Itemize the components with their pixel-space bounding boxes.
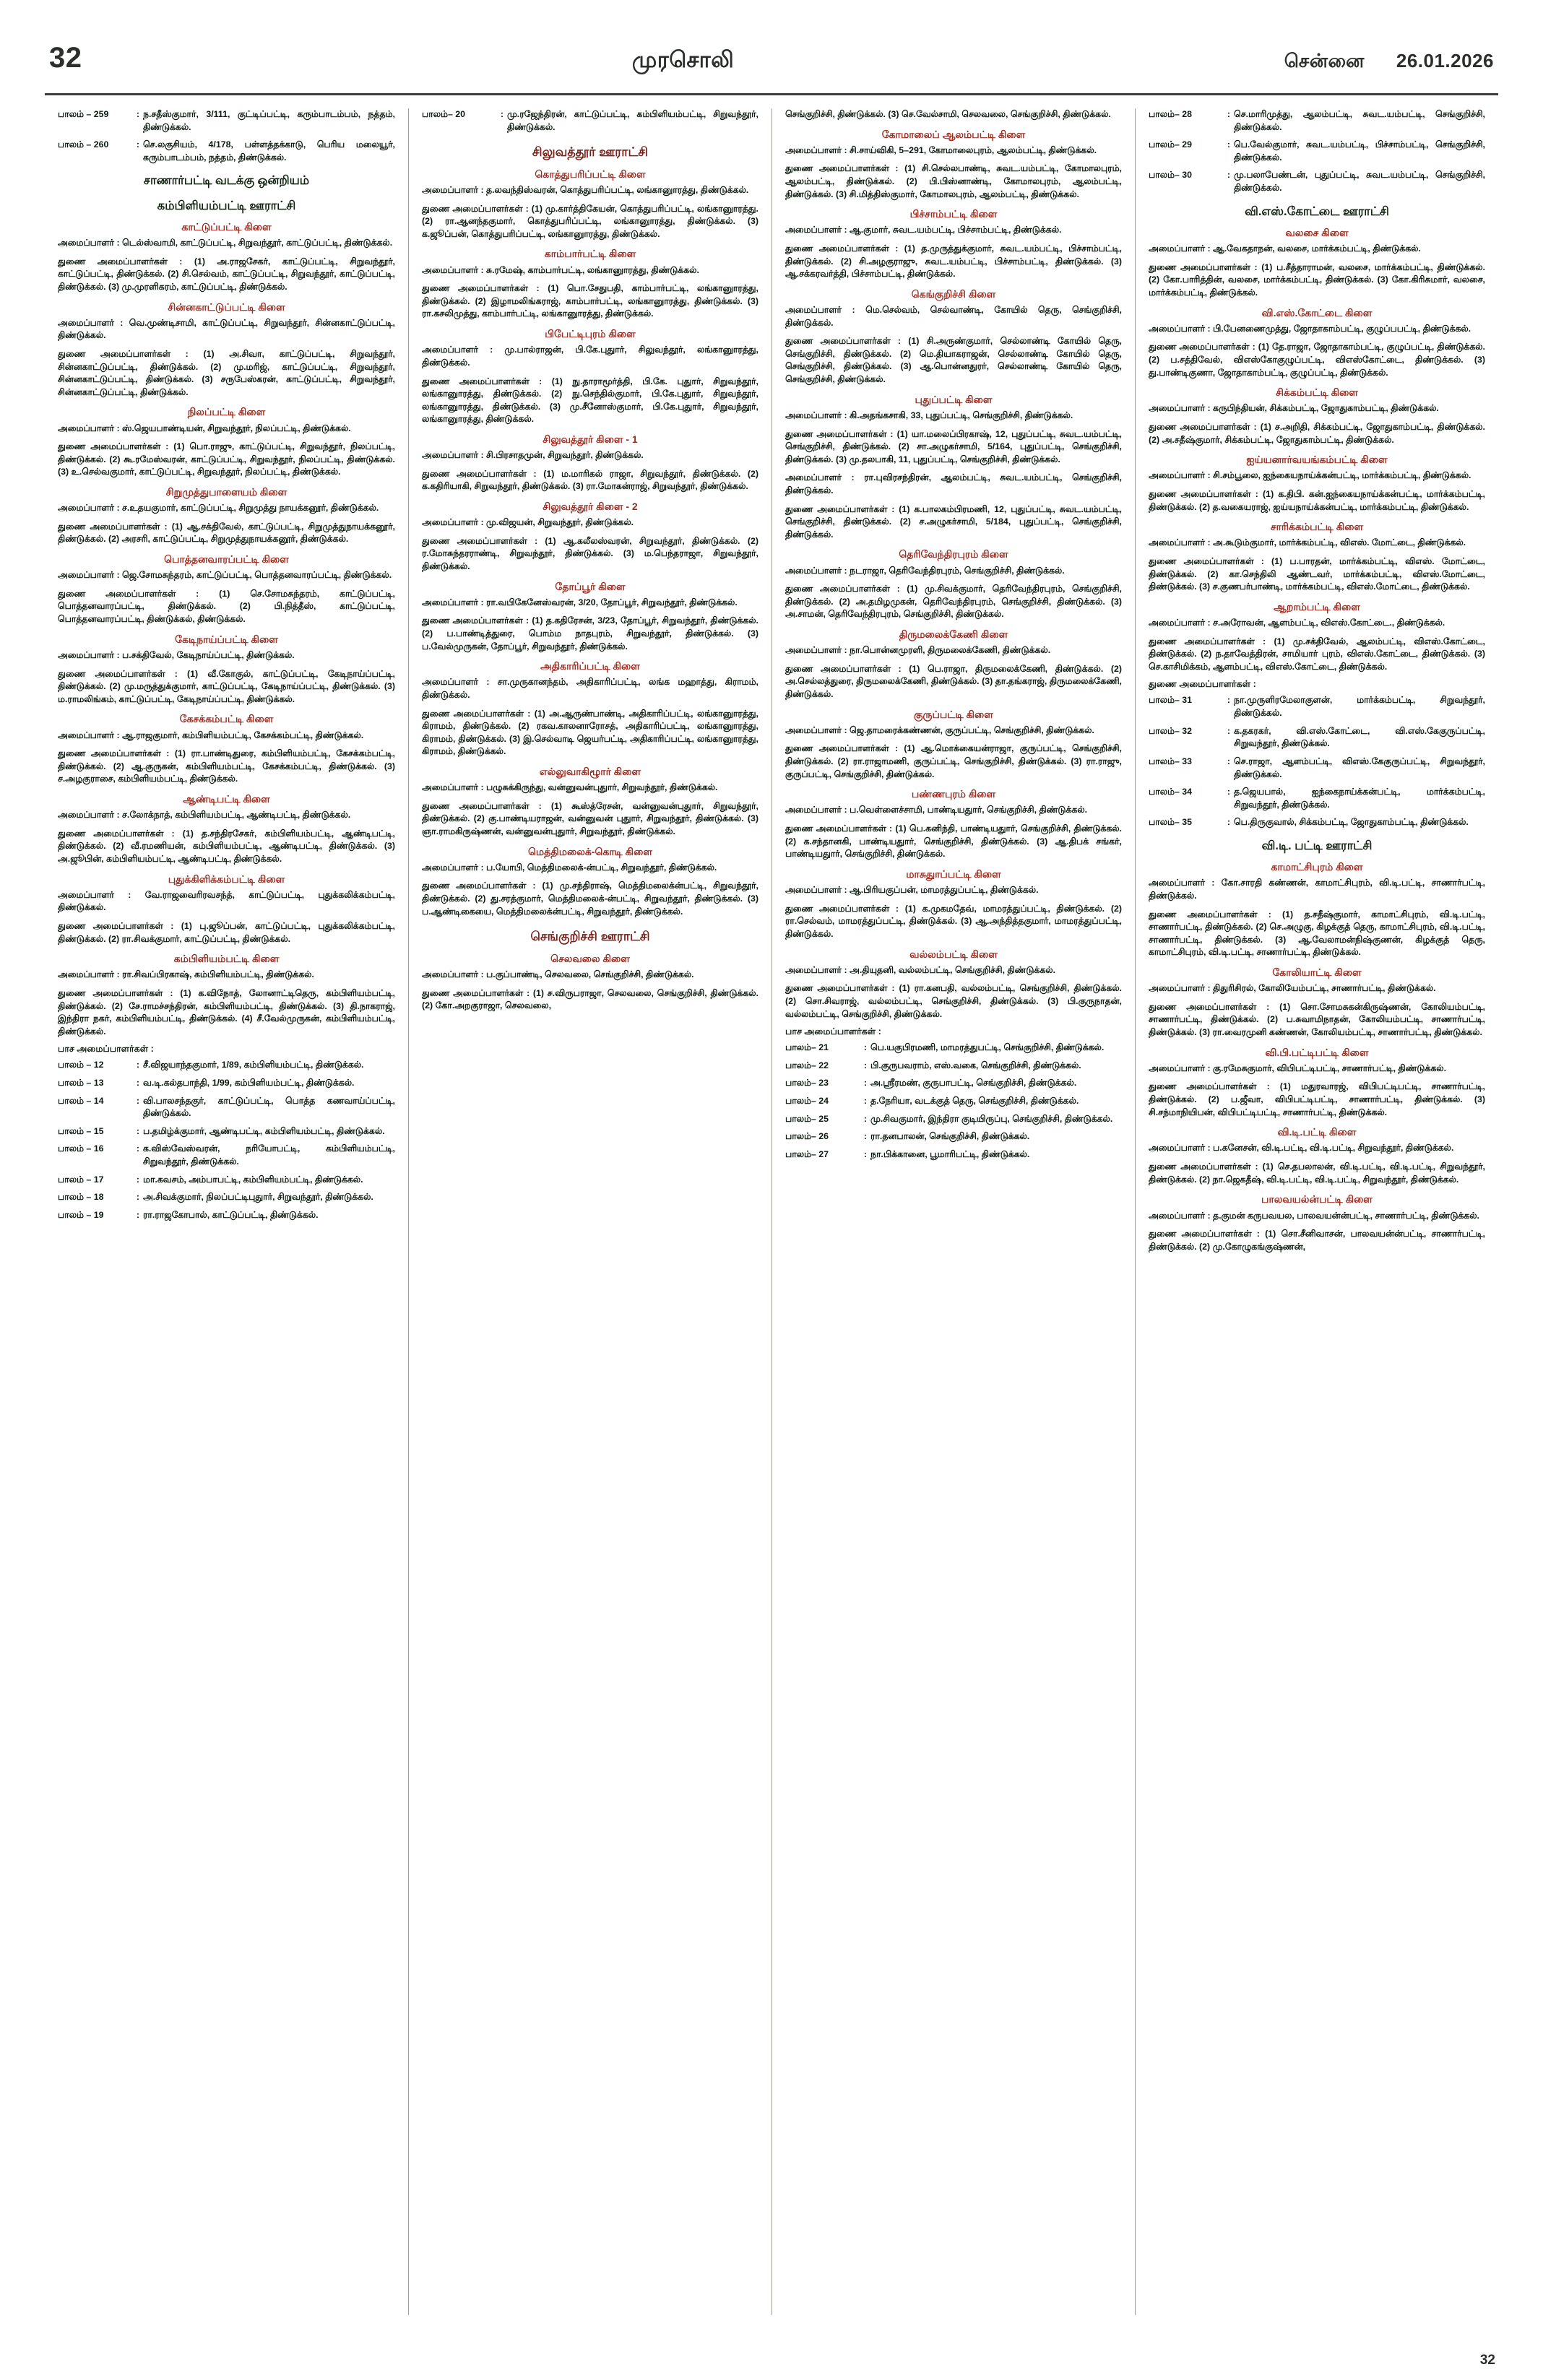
body-paragraph: துணை அமைப்பாளர்கள் : (1) வீ.கோகுல், காட்டுப்பட்டி, கேடிநாய்ப்பட்டி, திண்டுக்கல். (2) மு.மருத்துக்குமார், காட்டுப்பட்டி, கேடிநாய்ப்பட்டி, திண்டுக்கல். (3) ம.ராமலிங்கம், காட்டுப்பட்டி, கேடிநாய்ப்பட்டி, திண்டுக்கல். xyxy=(58,668,395,704)
branch-heading: புதுக்கிளிக்கம்பட்டி கிளை xyxy=(168,873,285,885)
numbered-entry xyxy=(1149,786,1485,811)
branch-heading: மெத்திமலைக்-கொடி கிளை xyxy=(527,845,653,857)
column-1 xyxy=(45,108,408,2315)
branch-heading: செலவலை கிளை xyxy=(550,952,630,964)
branch-heading: கோலியாட்டி கிளை xyxy=(1272,966,1362,979)
body-paragraph: துணை அமைப்பாளர்கள் : (1) ரா.பாண்டிதுரை, கம்பிளியம்பட்டி, கேசக்கம்பட்டி, திண்டுக்கல். (2) ஆ.குருகன், கம்பிளியம்பட்டி, கேசக்கம்பட்டி, திண்டுக்கல். (3) ச.அழகுராசை, கம்பிளியம்பட்டி, திண்டுக்கல். xyxy=(58,748,395,784)
numbered-entry xyxy=(1149,694,1485,719)
body-paragraph: துணை அமைப்பாளர்கள் : (1) பெ.கனிந்தி, பாண்டியதுார், செங்குறிச்சி, திண்டுக்கல். (2) க.சந்தானகி, பாண்டியதுார், செங்குறிச்சி, திண்டுக்கல். (3) ஆ.திபக் சங்கர், பாண்டியதுார், செங்குறிச்சி, திண்டுக்கல். xyxy=(785,823,1122,860)
entry-text: ந.சதீஸ்குமார், 3/111, குட்டிப்பட்டி, கரும்பாடம்பம், நத்தம், திண்டுக்கல். xyxy=(143,109,395,132)
branch-heading: சிலுவத்தூர் கிளை - 2 xyxy=(543,500,638,512)
branch-heading: எல்லுவாகிழூார் கிளை xyxy=(539,766,641,778)
body-paragraph: அமைப்பாளர் : ஆ.பிரியகுப்பன், மாமரத்துப்பட்டி, திண்டுக்கல். xyxy=(785,885,1039,896)
branch-heading: திருமலைக்கேணி கிளை xyxy=(899,628,1008,640)
body-paragraph: துணை அமைப்பாளர்கள் : (1) ஆ.கலீலஸ்வரன், சிறுவந்தூர், திண்டுக்கல். (2) ர.மோசுந்தரராண்டி, சிறுவந்தூர், திண்டுக்கல். (3) ம.பெந்தராஜா, சிறுவந்தூர், திண்டுக்கல். xyxy=(422,535,758,571)
entry-text: க.விஸ்வேஸ்வரன், நரியோபட்டி, கம்பிளியம்பட்டி, சிறுவந்தூர், திண்டுக்கல். xyxy=(143,1143,395,1167)
entry-number: பாலம்– 25 xyxy=(785,1113,829,1124)
union-heading: கம்பிளியம்பட்டி ஊராட்சி xyxy=(157,199,296,212)
numbered-entry xyxy=(785,1130,1122,1143)
entry-number: பாலம்– 33 xyxy=(1149,756,1193,766)
body-paragraph: அமைப்பாளர் : ப.வெள்ளைச்சாமி, பாண்டியதுார், செங்குறிச்சி, திண்டுக்கல். xyxy=(785,805,1088,815)
body-paragraph: அமைப்பாளர் : த.குமன் கருபவயல, பாலவயன்ன்பட்டி, சாணார்பட்டி, திண்டுக்கல். xyxy=(1149,1210,1479,1221)
branch-heading: காமாட்சிபுரம் கிளை xyxy=(1271,861,1363,873)
numbered-entry xyxy=(58,139,395,164)
body-paragraph: அமைப்பாளர் : பழுசுக்கிருந்து, வன்னுவன்புதுார், சிறுவந்தூர், திண்டுக்கல். xyxy=(422,782,718,793)
entry-separator: : xyxy=(136,109,140,119)
entry-text: நா.முருளிரமேலாகுளன், மார்க்கம்பட்டி, சிறுவந்தூர், திண்டுக்கல். xyxy=(1234,695,1485,719)
section-label: துணை அமைப்பாளர்கள் : xyxy=(1149,679,1256,690)
entry-text: பெ.யகுபிரமணி, மாமரத்துபட்டி, செங்குறிச்சி, திண்டுக்கல். xyxy=(870,1042,1105,1053)
body-paragraph: அமைப்பாளர் : ச.லோக்நாத், கம்பிளியம்பட்டி, ஆண்டிபட்டி, திண்டுக்கல். xyxy=(58,810,351,821)
body-paragraph: அமைப்பாளர் : ப.குப்பாண்டி, செலவலை, செங்குறிச்சி, திண்டுக்கல். xyxy=(422,969,694,980)
body-paragraph: அமைப்பாளர் : வே.ராஜவைரிரவசந்த், காட்டுப்பட்டி, புதுக்கலிக்கம்பட்டி, திண்டுக்கல். xyxy=(58,889,395,913)
body-paragraph: அமைப்பாளர் : ரா.வபிகேனேஸ்வரன், 3/20, தோப்பூர், சிறுவந்தூர், திண்டுக்கல். xyxy=(422,597,738,607)
entry-number: பாலம்– 27 xyxy=(785,1148,829,1159)
body-paragraph: துணை அமைப்பாளர்கள் : (1) த.கதிரேசன், 3/23, தோப்பூர், சிறுவந்தூர், திண்டுக்கல். (2) ப.பாண்டித்துரை, பொம்ம நாதபுரம், சிறுவந்தூர், திண்டுக்கல். (3) ப.வேல்முருகன், தோப்பூர், சிறுவந்தூர், திண்டுக்கல். xyxy=(422,615,758,652)
numbered-entry xyxy=(58,108,395,134)
branch-heading: மாசுதுாப்பட்டி கிளை xyxy=(906,867,1001,880)
body-paragraph: துணை அமைப்பாளர்கள் : (1) மு.சிவக்குமார், தெரிவேந்திரபுரம், செங்குறிச்சி, திண்டுக்கல். (2) அ.தமிழமுகன், தெரிவேந்திரபுரம், செங்குறிச்சி, திண்டுக்கல். (3) அ.சாமன், தெரிவேந்திரபுரம், செங்குறிச்சி, திண்டுக்கல். xyxy=(785,584,1122,620)
body-paragraph: அமைப்பாளர் : ஸ்.ஜெயபாண்டியன், சிறுவந்தூர், நிலப்பட்டி, திண்டுக்கல். xyxy=(58,423,351,433)
body-paragraph: துணை அமைப்பாளர்கள் : (1) செ.தபலாலன், வி.டி.பட்டி, வி.டி.பட்டி, சிறுவந்தூர், திண்டுக்கல். (2) நா.ஜெகதீஷ், வி.டி.பட்டி, வி.டி.பட்டி, சிறுவந்தூர், திண்டுக்கல். xyxy=(1149,1161,1485,1185)
entry-number: பாலம் – 19 xyxy=(58,1209,104,1220)
entry-separator: : xyxy=(1227,109,1231,119)
union-heading: வி.டி. பட்டி ஊராட்சி xyxy=(1261,839,1373,852)
numbered-entry xyxy=(1149,108,1485,134)
columns-container xyxy=(45,108,1498,2315)
numbered-entry xyxy=(1149,756,1485,781)
entry-number: பாலம்– 20 xyxy=(422,109,466,119)
entry-text: செ.மாரிமுத்து, ஆலம்பட்டி, சுவட.யம்பட்டி, செங்குறிச்சி, திண்டுக்கல். xyxy=(1234,109,1485,132)
body-paragraph: அமைப்பாளர் : ப.சக்திவேல், கேடிநாய்ப்பட்டி, திண்டுக்கல். xyxy=(58,649,295,660)
branch-heading: நிலப்பட்டி கிளை xyxy=(187,406,266,418)
body-paragraph: துணை அமைப்பாளர்கள் : (1) க.முகமதேவ், மாமரத்துப்பட்டி, திண்டுக்கல். (2) ரா.செல்வம், மாமரத்துப்பட்டி, திண்டுக்கல். (3) ஆ.அந்தித்தகுமார், மாமரத்துப்பட்டி, திண்டுக்கல். xyxy=(785,903,1122,939)
body-paragraph: அமைப்பாளர் : கருபிந்தியன், சிக்கம்பட்டி, ஜோதுகாம்பட்டி, திண்டுக்கல். xyxy=(1149,403,1439,414)
body-paragraph: துணை அமைப்பாளர்கள் : (1) மதுரவாரஜ், விபிபட்டிபட்டி, சாணார்பட்டி, திண்டுக்கல். (2) ப.ஜீவா, விபிபட்டிபட்டி, சாணார்பட்டி, திண்டுக்கல். (3) சி.சந்மாநியிபன், விபிபட்டிபட்டி, சாணார்பட்டி, திண்டுக்கல். xyxy=(1149,1081,1485,1117)
entry-text: க.தகரகர், வி.எஸ்.கோட்டை, வி.எஸ்.கேகுருப்பட்டி, சிறுவந்தூர், திண்டுக்கல். xyxy=(1234,725,1485,749)
entry-separator: : xyxy=(136,1060,140,1070)
entry-separator: : xyxy=(136,1078,140,1089)
section-label: பாச அமைப்பாளர்கள் : xyxy=(785,1026,881,1037)
branch-heading: கொத்துபரிப்பட்டி கிளை xyxy=(535,168,646,180)
branch-heading: வி.எஸ்.கோட்டை கிளை xyxy=(1261,306,1373,319)
entry-text: த.ஜெயபால், ஐந்கைநாய்க்கன்பட்டி, மார்க்கம்பட்டி, சிறுவந்தூர், திண்டுக்கல். xyxy=(1234,787,1485,810)
body-paragraph: அமைப்பாளர் : பி.பேனணைமுத்து, ஜோதாகாம்பட்டி, குழுப்பபட்டி, திண்டுக்கல். xyxy=(1149,323,1471,334)
body-paragraph: துணை அமைப்பாளர்கள் : (1) பு.ஜூப்பன், காட்டுப்பட்டி, புதுக்கலிக்கம்பட்டி, திண்டுக்கல். (2) ரா.சிவக்குமார், காட்டுப்பட்டி, திண்டுக்கல். xyxy=(58,920,395,944)
body-paragraph: துணை அமைப்பாளர்கள் : (1) ஆ.சக்திவேல், காட்டுப்பட்டி, சிறுமுத்துநாயக்கனூர், திண்டுக்கல். (2) அரசரி, காட்டுப்பட்டி, சிறுமுத்துநாயக்கனூர், திண்டுக்கல். xyxy=(58,521,395,545)
union-heading: வி.எஸ்.கோட்டை ஊராட்சி xyxy=(1245,204,1389,218)
numbered-entry xyxy=(58,1077,395,1090)
entry-number: பாலம்– 30 xyxy=(1149,170,1193,181)
entry-text: அ.ஸ்ரீரமண், குருபாபட்டி, செங்குறிச்சி, திண்டுக்கல். xyxy=(870,1078,1077,1089)
body-paragraph: அமைப்பாளர் : த.லவந்திஸ்வரன், கொத்துபரிப்பட்டி, லங்கானுாரத்து, திண்டுக்கல். xyxy=(422,185,749,196)
entry-number: பாலம்– 31 xyxy=(1149,695,1193,706)
body-paragraph: அமைப்பாளர் : மெ.செல்வம், செல்வாண்டி, கோயில் தெரு, செங்குறிச்சி, திண்டுக்கல். xyxy=(785,305,1122,328)
branch-heading: கோமாலைப் ஆலம்பட்டி கிளை xyxy=(881,128,1026,140)
body-paragraph: துணை அமைப்பாளர்கள் : (1) பொ.ராஜு, காட்டுப்பட்டி, சிறுவந்தூர், நிலப்பட்டி, திண்டுக்கல். (2) கூ.ரமேஸ்வரன், காட்டுப்பட்டி, சிறுவந்தூர், நிலப்பட்டி, திண்டுக்கல். (3) உ.செல்வகுமார், காட்டுப்பட்டி, சிறுவந்தூர், நிலப்பட்டி, திண்டுக்கல். xyxy=(58,441,395,477)
body-paragraph: துணை அமைப்பாளர்கள் : (1) க.விநோத், லோனாட்டிதெரு, கம்பிளியம்பட்டி, திண்டுக்கல். (2) சே.ராமச்சந்திரன், கம்பிளியம்பட்டி, திண்டுக்கல். (3) தி.நாகராஜ், இந்திரா நகர், கம்பிளியம்பட்டி, திண்டுக்கல். (4) சீ.வேல்முருகன், கம்பிளியம்பட்டி, திண்டுக்கல். xyxy=(58,988,395,1037)
column-4 xyxy=(1135,108,1498,2315)
body-paragraph: துணை அமைப்பாளர்கள் : (1) த.முருத்துக்குமார், சுவட.யம்பட்டி, பிச்சாம்பட்டி, திண்டுக்கல். (2) சி.அழகுராஜு, சுவட.யம்பட்டி, பிச்சாம்பட்டி, திண்டுக்கல். (3) ஆ.சக்கரவர்த்தி, பிச்சாம்பட்டி, திண்டுக்கல். xyxy=(785,243,1122,280)
entry-text: அ.சிவக்குமார், நிலப்பட்டிபுதுார், சிறுவந்தூர், திண்டுக்கல். xyxy=(143,1192,373,1203)
body-paragraph: துணை அமைப்பாளர்கள் : (1) க.பாலகம்பிரமணி, 12, புதுப்பட்டி, சுவட.யம்பட்டி, செங்குறிச்சி, திண்டுக்கல். (2) ச.அழுகர்சாமி, 5/184, புதுப்பட்டி, செங்குறிச்சி, திண்டுக்கல். xyxy=(785,503,1122,540)
branch-heading: பண்ணபுரம் கிளை xyxy=(911,788,996,800)
date-label: 26.01.2026 xyxy=(1396,50,1494,72)
entry-separator: : xyxy=(863,1148,868,1159)
entry-separator: : xyxy=(863,1042,868,1053)
entry-number: பாலம்– 35 xyxy=(1149,817,1193,828)
entry-separator: : xyxy=(136,1125,140,1136)
body-paragraph: அமைப்பாளர் : சு.ரமேஷ், காம்பார்பட்டி, லங்கானுாரத்து, திண்டுக்கல். xyxy=(422,264,699,275)
branch-heading: தெரிவேந்திரபுரம் கிளை xyxy=(899,548,1008,561)
branch-heading: கேசக்கம்பட்டி கிளை xyxy=(179,713,274,725)
body-paragraph: அமைப்பாளர் : ஜெ.தாமரைக்கண்ணன், குருப்பட்டி, செங்குறிச்சி, திண்டுக்கல். xyxy=(785,724,1094,735)
body-paragraph: அமைப்பாளர் : ச.அரோவன், ஆளம்பட்டி, விஎஸ்.கோட்டை., திண்டுக்கல். xyxy=(1149,618,1445,628)
entry-text: நா.பிக்கானை, பூமாரிபட்டி, திண்டுக்கல். xyxy=(870,1148,1030,1159)
body-paragraph: துணை அமைப்பாளர்கள் : (1) சொ.சோமசுகன்கிருஷ்ணன், கோலியம்பட்டி, சாணார்பட்டி, திண்டுக்கல். (2) ப.சுவாமிநாதன், கோலியம்பட்டி, சாணார்பட்டி, திண்டுக்கல். (3) ரா.வைரமுனி கண்ணன், கோலியம்பட்டி, சாணார்பட்டி, திண்டுக்கல். xyxy=(1149,1001,1485,1038)
entry-separator: : xyxy=(1227,170,1231,181)
entry-text: மா.கவசம், அம்பாபட்டி, கம்பிளியம்பட்டி, திண்டுக்கல். xyxy=(143,1174,363,1185)
body-paragraph: துணை அமைப்பாளர்கள் : (1) நு.தாராமூர்த்தி, பி.கே. புதுார், சிறுவந்தூர், லங்கானுாரத்து, திண்டுக்கல். (2) நு.செந்தில்குமார், பி.கே.புதுார், சிறுவந்தூர், லங்கானுாரத்து, திண்டுக்கல். (3) மு.சீனோஸ்குமார், பி.கே.புதுார், சிறுவந்தூர், லங்கானுாரத்து, திண்டுக்கல். xyxy=(422,376,758,425)
body-paragraph: துணை அமைப்பாளர்கள் : (1) அ.ராஜசேகர், காட்டுப்பட்டி, சிறுவந்தூர், காட்டுப்பட்டி, திண்டுக்கல். (2) சி.செல்வம், காட்டுப்பட்டி, சிறுவந்தூர், காட்டுப்பட்டி, திண்டுக்கல். (3) மு.முரளிகரம், காட்டுப்பட்டி, திண்டுக்கல். xyxy=(58,256,395,292)
entry-number: பாலம் – 15 xyxy=(58,1125,104,1136)
body-paragraph: அமைப்பாளர் : கு.ரமேசுகுமார், விபிபட்டிபட்டி, சாணார்பட்டி, திண்டுக்கல். xyxy=(1149,1063,1447,1073)
numbered-entry xyxy=(1149,816,1485,829)
numbered-entry xyxy=(58,1143,395,1168)
numbered-entry xyxy=(422,108,758,134)
entry-separator: : xyxy=(863,1131,868,1142)
body-paragraph: அமைப்பாளர் : டெல்ஸ்வாமி, காட்டுப்பட்டி, சிறுவந்தூர், காட்டுப்பட்டி, திண்டுக்கல். xyxy=(58,238,393,248)
column-3 xyxy=(772,108,1135,2315)
entry-separator: : xyxy=(1227,756,1231,766)
body-paragraph: அமைப்பாளர் : சி.பிரசாதமுன், சிறுவந்தூர், திண்டுக்கல். xyxy=(422,450,644,461)
body-paragraph: அமைப்பாளர் : ஆ.வேகதாநன், வலசை, மார்க்கம்பட்டி, திண்டுக்கல். xyxy=(1149,243,1421,254)
entry-number: பாலம் – 17 xyxy=(58,1174,104,1185)
branch-heading: குருப்பட்டி கிளை xyxy=(914,708,993,720)
body-paragraph: துணை அமைப்பாளர்கள் : (1) மு.கார்த்திகேயன், கொத்துபரிப்பட்டி, லங்கானுாரத்து. (2) ரா.ஆனந்தகுமார், கொத்துபரிப்பட்டி, லங்கானுாரத்து, திண்டுக்கல். (3) க.ஜூப்பன், கொத்துபரிப்பட்டி, லங்கானுாரத்து, திண்டுக்கல். xyxy=(422,203,758,239)
body-paragraph: அமைப்பாளர் : அ.தியுதனி, வல்லம்பட்டி, செங்குறிச்சி, திண்டுக்கல். xyxy=(785,964,1056,975)
entry-separator: : xyxy=(136,1095,140,1106)
body-paragraph: துணை அமைப்பாளர்கள் : (1) ப.பாரதன், மார்க்கம்பட்டி, விஎஸ். மோட்டை, திண்டுக்கல். (2) கா.செந்திலி ஆண்டவர், மார்க்கம்பட்டி, விஎஸ்.மோட்டை, திண்டுக்கல். (3) ச.குணபர்பாண்டி, மார்க்கம்பட்டி, விஎஸ்.மோட்டை, திண்டுக்கல். xyxy=(1149,556,1485,592)
body-paragraph: துணை அமைப்பாளர்கள் : (1) ம.மாரிகல் ராஜா, சிறுவந்தூர், திண்டுக்கல். (2) க.கதிரியாகி, சிறுவந்தூர், திண்டுக்கல். (3) ரா.மோகன்ராஜ், சிறுவந்தூர், திண்டுக்கல். xyxy=(422,468,758,492)
entry-number: பாலம்– 21 xyxy=(785,1042,829,1053)
branch-heading: சிலுவத்தூர் கிளை - 1 xyxy=(543,433,638,445)
entry-separator: : xyxy=(863,1060,868,1070)
entry-separator: : xyxy=(863,1113,868,1124)
entry-number: பாலம்– 26 xyxy=(785,1131,829,1142)
section-label: பாச அமைப்பாளர்கள் : xyxy=(58,1044,154,1055)
numbered-entry xyxy=(1149,169,1485,194)
body-paragraph: துணை அமைப்பாளர்கள் : (1) ப.சீத்தாராமன், வலசை, மார்க்கம்பட்டி, திண்டுக்கல். (2) கோ.பாரித்தின், வலசை, மார்க்கம்பட்டி, திண்டுக்கல். (3) கோ.கிரிசுமார், வலசை, மார்க்கம்பட்டி, திண்டுக்கல். xyxy=(1149,261,1485,298)
body-paragraph: துணை அமைப்பாளர்கள் : (1) செ.சோமசுந்தரம், காட்டுப்பட்டி, பொத்தனவாரப்பட்டி, திண்டுக்கல். (2) பி.நித்தீஸ், காட்டுப்பட்டி, பொத்தனவாரப்பட்டி, திண்டுக்கல், திண்டுக்கல். xyxy=(58,588,395,625)
entry-separator: : xyxy=(500,109,504,119)
entry-text: ரா.தனபாலன், செங்குறிச்சி, திண்டுக்கல். xyxy=(870,1131,1030,1142)
place-label: சென்னை xyxy=(1284,50,1365,72)
branch-heading: ஆறாம்பட்டி கிளை xyxy=(1274,600,1360,613)
branch-heading: சிக்கம்பட்டி கிளை xyxy=(1275,386,1359,399)
branch-heading: வல்லம்பட்டி கிளை xyxy=(909,948,998,960)
numbered-entry xyxy=(785,1095,1122,1108)
entry-separator: : xyxy=(136,1174,140,1185)
body-paragraph: அமைப்பாளர் : ஆ.ராஜகுமார், கம்பிளியம்பட்டி, கேசக்கம்பட்டி, திண்டுக்கல். xyxy=(58,730,364,740)
entry-separator: : xyxy=(1227,787,1231,797)
entry-number: பாலம்– 22 xyxy=(785,1060,829,1070)
branch-heading: சிறுமுத்துபாளையம் கிளை xyxy=(165,486,288,498)
body-paragraph: அமைப்பாளர் : ஜெ.சோமசுந்தரம், காட்டுப்பட்டி, பொத்தனவாரப்பட்டி, திண்டுக்கல். xyxy=(58,570,392,581)
entry-number: பாலம்– 34 xyxy=(1149,787,1193,797)
body-paragraph: அமைப்பாளர் : நடராஜா, தெரிவேந்திரபுரம், செங்குறிச்சி, திண்டுக்கல். xyxy=(785,565,1065,576)
body-paragraph: துணை அமைப்பாளர்கள் : (1) சி.அருண்குமார், செல்லாண்டி கோயில் தெரு, செங்குறிச்சி, திண்டுக்கல். (2) மெ.தியாகராஜன், செல்லாண்டி கோயில் தெரு, செங்குறிச்சி, திண்டுக்கல். (3) ஆ.பொன்னதுரர், செல்லாண்டி கோயில் தெரு, செங்குறிச்சி, திண்டுக்கல். xyxy=(785,336,1122,385)
body-paragraph: அமைப்பாளர் : ஆ.குமார், சுவட.யம்பட்டி, பிச்சாம்பட்டி, திண்டுக்கல். xyxy=(785,225,1062,235)
body-paragraph: அமைப்பாளர் : வெ.முண்டிசாமி, காட்டுப்பட்டி, சிறுவந்தூர், சின்னகாட்டுப்பட்டி, திண்டுக்கல். xyxy=(58,317,395,341)
body-paragraph: அமைப்பாளர் : சா.முருகானந்தம், அதிகாரிப்பட்டி, லங்க மஹாத்து, கிராமம், திண்டுக்கல். xyxy=(422,677,758,700)
entry-number: பாலம் – 18 xyxy=(58,1192,104,1203)
branch-heading: பாலவயல்ன்பட்டி கிளை xyxy=(1261,1193,1373,1206)
numbered-entry xyxy=(785,1113,1122,1126)
numbered-entry xyxy=(785,1042,1122,1055)
body-paragraph: துணை அமைப்பாளர்கள் : (1) யா.மலைப்பிரகாஷ், 12, புதுப்பட்டி, சுவட.யம்பட்டி, செங்குறிச்சி, திண்டுக்கல். (2) சா.அழுகர்சாமி, 5/164, புதுப்பட்டி, செங்குறிச்சி, திண்டுக்கல். (3) மு.தலபாகி, 11, புதுப்பட்டி, செங்குறிச்சி, திண்டுக்கல். xyxy=(785,428,1122,464)
branch-heading: அதிகாரிப்பட்டி கிளை xyxy=(540,660,640,672)
numbered-entry xyxy=(58,1191,395,1204)
branch-heading: வி.பி.பட்டிபட்டி கிளை xyxy=(1265,1046,1369,1058)
entry-text: மு.ரஜேந்திரன், காட்டுப்பட்டி, கம்பிளியம்பட்டி, சிறுவந்தூர், திண்டுக்கல். xyxy=(507,109,758,132)
branch-heading: வி.டி.பட்டி கிளை xyxy=(1277,1126,1357,1138)
entry-number: பாலம் – 12 xyxy=(58,1060,104,1070)
body-paragraph: துணை அமைப்பாளர்கள் : (1) பொ.சேதுபதி, காம்பார்பட்டி, லங்கானுாரத்து, திண்டுக்கல். (2) இழாமலிங்கராஜ், காம்பார்பட்டி, லங்கானுாரத்து, திண்டுக்கல். (3) ரா.கசலிமுத்து, காம்பார்பட்டி, லங்கானுாரத்து, திண்டுக்கல். xyxy=(422,283,758,319)
numbered-entry xyxy=(785,1060,1122,1073)
numbered-entry xyxy=(785,1077,1122,1090)
body-paragraph: துணை அமைப்பாளர்கள் : (1) ரா.கனபதி, வல்லம்பட்டி, செங்குறிச்சி, திண்டுக்கல். (2) சொ.சிவராஜ், வல்லம்பட்டி, செங்குறிச்சி, திண்டுக்கல். (3) பி.குருநாதன், வல்லம்பட்டி, செங்குறிச்சி, திண்டுக்கல். xyxy=(785,983,1122,1019)
body-paragraph: அமைப்பாளர் : திதுரிசிரல், கோலியேம்பட்டி, சாணார்பட்டி, திண்டுக்கல். xyxy=(1149,983,1436,994)
body-paragraph: அமைப்பாளர் : அ.கூடும்குமார், மார்க்கம்பட்டி, விஎஸ். மோட்டை, திண்டுக்கல். xyxy=(1149,537,1466,548)
entry-separator: : xyxy=(1227,817,1231,828)
page-folio-top: 32 xyxy=(49,42,82,74)
entry-separator: : xyxy=(136,1209,140,1220)
body-paragraph: அமைப்பாளர் : சி.சாய்விகி, 5–291, கோமாலைபுரம், ஆலம்பட்டி, திண்டுக்கல். xyxy=(785,144,1097,155)
union-heading: சாணார்பட்டி வடக்கு ஒன்றியம் xyxy=(143,174,310,188)
body-paragraph: அமைப்பாளர் : சி.சம்பூலை, ஐந்கையநாய்க்கன்பட்டி, மார்க்கம்பட்டி, திண்டுக்கல். xyxy=(1149,470,1471,481)
entry-text: செ.லகுசியம், 4/178, பள்ளத்தக்காடு, பெரிய மலையூர், கரும்பாடம்பம், நத்தம், திண்டுக்கல். xyxy=(143,139,395,163)
body-paragraph: துணை அமைப்பாளர்கள் : (1) க.திபி. கன்.ஐந்கையநாய்க்கன்பட்டி, மார்க்கம்பட்டி, திண்டுக்கல். (2) த.வகையராஜ், ஐய்யநாய்க்கன்பட்டி, மார்க்கம்பட்டி, திண்டுக்கல். xyxy=(1149,488,1485,512)
entry-text: வ.டி.கல்தபாந்தி, 1/99, கம்பிளியம்பட்டி, திண்டுக்கல். xyxy=(143,1078,355,1089)
entry-separator: : xyxy=(1227,695,1231,706)
entry-text: ரா.ராஜகோபால், காட்டுப்பட்டி, திண்டுக்கல். xyxy=(143,1209,319,1220)
entry-separator: : xyxy=(136,1143,140,1154)
body-paragraph: அமைப்பாளர் : நா.பொன்னமுரளி, திருமலைக்கேணி, திண்டுக்கல். xyxy=(785,645,1051,656)
body-paragraph: துணை அமைப்பாளர்கள் : (1) த.சதீஷ்குமார், காமாட்சிபுரம், வி.டி.பட்டி, சாணார்பட்டி, திண்டுக்கல். (2) செ.அழுகு, கிழக்குத் தெரு, காமாட்சிபுரம், வி.டி.பட்டி, சாணார்பட்டி, திண்டுக்கல். (3) ஆ.வேலாமன்நிஷ்குணன், கிழக்குத் தெரு, காமாட்சிபுரம், வி.டி.பட்டி, சாணார்பட்டி, திண்டுக்கல். xyxy=(1149,909,1485,958)
branch-heading: புதுப்பட்டி கிளை xyxy=(915,393,993,405)
publication-title: முரசொலி xyxy=(631,47,735,72)
entry-number: பாலம்– 24 xyxy=(785,1095,829,1106)
entry-separator: : xyxy=(1227,725,1231,736)
numbered-entry xyxy=(58,1095,395,1120)
body-paragraph: துணை அமைப்பாளர்கள் : (1) ஆ.மொக்கையன்ராஜா, குருப்பட்டி, செங்குறிச்சி, திண்டுக்கல். (2) ரா.ராஜாமணி, குருப்பட்டி, செங்குறிச்சி, திண்டுக்கல். (3) ரா.ராஜு, குருப்பட்டி, செங்குறிச்சி, திண்டுக்கல். xyxy=(785,743,1122,779)
entry-text: மு.சிவகுமார், இந்திரா குடியிருப்பு, செங்குறிச்சி, திண்டுக்கல். xyxy=(870,1113,1113,1124)
body-paragraph: துணை அமைப்பாளர்கள் : (1) மு.சந்திராஷ், மெத்திமலைக்ன்பட்டி, சிறுவந்தூர், திண்டுக்கல். (2) து.சரத்குமார், மெத்திமலைக்-ன்பட்டி, சிறுவந்தூர், திண்டுக்கல். (3) ப.ஆண்டிகையை, மெத்திமலைக்ன்பட்டி, சிறுவந்தூர், திண்டுக்கல். xyxy=(422,880,758,917)
body-paragraph: அமைப்பாளர் : ச.உதயகுமார், காட்டுப்பட்டி, சிறுமுத்து நாயக்கனூர், திண்டுக்கல். xyxy=(58,503,379,514)
entry-separator: : xyxy=(863,1095,868,1106)
body-paragraph: துணை அமைப்பாளர்கள் : (1) மு.சக்திவேல், ஆலம்பட்டி, விஎஸ்.கோட்டை, திண்டுக்கல். (2) ந.தாவேத்திரன், சாமியார் புரம், விஎஸ்.கோட்டை, திண்டுக்கல். (3) செ.காசிமிக்கம், ஆளம்பட்டி, விஎஸ்.கோட்டை, திண்டுக்கல். xyxy=(1149,636,1485,672)
branch-heading: காம்பார்பட்டி கிளை xyxy=(544,248,636,260)
branch-heading: கம்பிளியம்பட்டி கிளை xyxy=(173,953,280,965)
branch-heading: காட்டுப்பட்டி கிளை xyxy=(181,220,272,233)
body-paragraph: துணை அமைப்பாளர்கள் : (1) அ.சிவா, காட்டுப்பட்டி, சிறுவந்தூர், சின்னகாட்டுப்பட்டி, திண்டுக்கல். (2) மு.மரிஜ், காட்டுப்பட்டி, சிறுவந்தூர், சின்னகாட்டுப்பட்டி, திண்டுக்கல். (3) சருபேஸ்கரன், காட்டுப்பட்டி, சிறுவந்தூர், சின்னகாட்டுப்பட்டி, திண்டுக்கல். xyxy=(58,349,395,397)
branch-heading: ஐய்யனார்வயங்கம்பட்டி கிளை xyxy=(1246,454,1388,466)
body-paragraph: அமைப்பாளர் : மு.விஜயன், சிறுவந்தூர், திண்டுக்கல். xyxy=(422,517,634,528)
branch-heading: சின்னகாட்டுப்பட்டி கிளை xyxy=(168,300,285,313)
place-date xyxy=(1284,50,1494,74)
body-paragraph: அமைப்பாளர் : கோ.சாரதி கண்ணன், காமாட்சிபுரம், வி.டி.பட்டி, சாணார்பட்டி, திண்டுக்கல். xyxy=(1149,878,1485,901)
entry-separator: : xyxy=(136,139,140,150)
body-paragraph: அமைப்பாளர் : கி.அதங்கசாகி, 33, புதுப்பட்டி, செங்குறிச்சி, திண்டுக்கல். xyxy=(785,410,1073,420)
numbered-entry xyxy=(58,1125,395,1138)
entry-number: பாலம்– 29 xyxy=(1149,139,1193,150)
numbered-entry xyxy=(1149,139,1485,164)
entry-number: பாலம் – 14 xyxy=(58,1095,104,1106)
body-paragraph: துணை அமைப்பாளர்கள் : (1) கூஸ்த்ரேசன், வன்னுவன்புதுார், சிறுவந்தூர், திண்டுக்கல். (2) கு.பாண்டியராஜன், வன்னுவன் புதுார், சிறுவந்தூர், திண்டுக்கல். (3) ஞா.ராமகிருஷ்ணன், வன்னுவன்புதுார், சிறுவந்தூர், திண்டுக்கல். xyxy=(422,800,758,837)
body-paragraph: துணை அமைப்பாளர்கள் : (1) தே.ராஜா, ஜோதாகாம்பட்டி, குழுப்பட்டி, திண்டுக்கல். (2) ப.சத்திவேல், விஎஸ்கோகுழுப்பட்டி, விஎஸ்கோட்டை, திண்டுக்கல். (3) து.பாண்டிகுணா, ஜோதாகாம்பட்டி, குழுப்பட்டி, திண்டுக்கல். xyxy=(1149,342,1485,378)
entry-number: பாலம் – 13 xyxy=(58,1078,104,1089)
numbered-entry xyxy=(58,1209,395,1222)
entry-number: பாலம்– 28 xyxy=(1149,109,1193,119)
numbered-entry xyxy=(785,1148,1122,1161)
branch-heading: பிபேட்டிபுரம் கிளை xyxy=(545,328,636,340)
body-paragraph: துணை அமைப்பாளர்கள் : (1) த.சந்திரசேகர், கம்பிளியம்பட்டி, ஆண்டிபட்டி, திண்டுக்கல். (2) வீ.ரமணியன், கம்பிளியம்பட்டி, ஆண்டிபட்டி, திண்டுக்கல். (3) அ.ஜூபின், கம்பிளியம்பட்டி, ஆண்டிபட்டி, திண்டுக்கல். xyxy=(58,828,395,864)
entry-text: ப.தமிழ்க்குமார், ஆண்டிபட்டி, கம்பிளியம்பட்டி, திண்டுக்கல். xyxy=(143,1125,385,1136)
branch-heading: கெங்குறிச்சி கிளை xyxy=(911,287,996,300)
body-paragraph: அமைப்பாளர் : ரா.புவிரசந்திரன், ஆலம்பட்டி, சுவட.யம்பட்டி, செங்குறிச்சி, திண்டுக்கல். xyxy=(785,472,1122,496)
numbered-entry xyxy=(1149,725,1485,750)
body-paragraph: அமைப்பாளர் : மு.பால்ராஜன், பி.கே.புதுார், சிலுவந்தூர், லங்கானுாரத்து, திண்டுக்கல். xyxy=(422,345,758,368)
body-paragraph: அமைப்பாளர் : ப.கனேசன், வி.டி.பட்டி, வி.டி.பட்டி, சிறுவந்தூர், திண்டுக்கல். xyxy=(1149,1143,1454,1154)
branch-heading: பொத்தனவாரப்பட்டி கிளை xyxy=(164,553,289,566)
column-2 xyxy=(408,108,772,2315)
entry-text: செ.ராஜா, ஆளம்பட்டி, விஎஸ்.கேகுருப்பட்டி, சிறுவந்தூர், திண்டுக்கல். xyxy=(1234,756,1485,779)
branch-heading: சாரிக்கம்பட்டி கிளை xyxy=(1270,521,1364,533)
body-paragraph: துணை அமைப்பாளர்கள் : (1) ச.அறிதி, சிக்கம்பட்டி, ஜோதுகாம்பட்டி, திண்டுக்கல். (2) அ.சதீஷ்குமார், சிக்கம்பட்டி, ஜோதுகாம்பட்டி, திண்டுக்கல். xyxy=(1149,421,1485,445)
body-paragraph: அமைப்பாளர் : ரா.சிவப்பிரகாஷ், கம்பிளியம்பட்டி, திண்டுக்கல். xyxy=(58,969,314,980)
entry-text: வி.பாலசந்தகுர், காட்டுப்பட்டி, பொத்த கணவாய்ப்பட்டி, திண்டுக்கல். xyxy=(143,1095,395,1119)
body-paragraph: அமைப்பாளர் : ப.யோபி, மெத்திமலைக்-ன்பட்டி, சிறுவந்தூர், திண்டுக்கல். xyxy=(422,862,717,873)
panchayat-heading: செங்குறிச்சி ஊராட்சி xyxy=(530,929,650,944)
entry-separator: : xyxy=(863,1078,868,1089)
entry-text: த.நேரியா, வடக்குத் தெரு, செங்குறிச்சி, திண்டுக்கல். xyxy=(870,1095,1079,1106)
body-paragraph: துணை அமைப்பாளர்கள் : (1) சொ.சீனிவாசன், பாலவயன்ன்பட்டி, சாணார்பட்டி, திண்டுக்கல். (2) மு.கோழுகங்குஷ்ணன், xyxy=(1149,1229,1485,1252)
entry-text: பெ.திருகுவால், சிக்கம்பட்டி, ஜோதுகாம்பட்டி, திண்டுக்கல். xyxy=(1234,817,1469,828)
branch-heading: கேடிநாய்ப்பட்டி கிளை xyxy=(175,633,278,645)
entry-text: பெ.வேல்குமார், சுவட.யம்பட்டி, பிச்சாம்பட்டி, செங்குறிச்சி, திண்டுக்கல். xyxy=(1234,139,1485,163)
entry-number: பாலம்– 32 xyxy=(1149,725,1193,736)
masthead-rule xyxy=(45,93,1498,95)
entry-number: பாலம் – 16 xyxy=(58,1143,104,1154)
page-folio-bottom: 32 xyxy=(1479,2353,1495,2368)
branch-heading: ஆண்டிபட்டி கிளை xyxy=(183,792,270,805)
body-paragraph: துணை அமைப்பாளர்கள் : (1) சி.செல்லபாண்டி, சுவட.யம்பட்டி, கோமாலபுரம், ஆலம்பட்டி, திண்டுக்கல். (2) பி.பிஸ்னாண்டி, கோமாலபுரம், ஆலம்பட்டி, திண்டுக்கல். (3) சி.மித்திஸ்குமார், கோமாலபுரம், ஆலம்பட்டி, திண்டுக்கல். xyxy=(785,163,1122,199)
entry-number: பாலம்– 23 xyxy=(785,1078,829,1089)
body-paragraph: துணை அமைப்பாளர்கள் : (1) அ.ஆருண்பாண்டி, அதிகாரிப்பட்டி, லங்கானுாரத்து, கிராமம், திண்டுக்கல். (2) ரகவ.காலனாரோசத், அதிகாரிப்பட்டி, லங்கானுாரத்து, கிராமம், திண்டுக்கல். (3) இ.செல்வாடி ஜெயர்பட்டி, அதிகாரிப்பட்டி, லங்கானுாரத்து, கிராமம், திண்டுக்கல். xyxy=(422,708,758,757)
branch-heading: தோப்பூர் கிளை xyxy=(555,580,626,592)
entry-text: சீ.விஜயாந்தகுமார், 1/89, கம்பிளியம்பட்டி, திண்டுக்கல். xyxy=(143,1060,364,1070)
body-paragraph: துணை அமைப்பாளர்கள் : (1) பெ.ராஜா, திருமலைக்கேணி, திண்டுக்கல். (2) அ.செல்லத்துரை, திருமலைக்கேணி, திண்டுக்கல். (3) தா.தங்கராஜ், திருமலைக்கேணி, திண்டுக்கல். xyxy=(785,663,1122,700)
entry-separator: : xyxy=(136,1192,140,1203)
body-paragraph: துணை அமைப்பாளர்கள் : (1) ச.விருபராஜா, செலவலை, செங்குறிச்சி, திண்டுக்கல். (2) கோ.அறகுராஜா, செலவலை, xyxy=(422,987,758,1011)
entry-number: பாலம் – 260 xyxy=(58,139,109,150)
numbered-entry xyxy=(58,1174,395,1187)
branch-heading: பிச்சாம்பட்டி கிளை xyxy=(909,208,998,220)
panchayat-heading: சிலுவத்தூர் ஊராட்சி xyxy=(532,144,649,160)
entry-text: மு.பலாபேண்டன், புதுப்பட்டி, சுவட.யம்பட்டி, செங்குறிச்சி, திண்டுக்கல். xyxy=(1234,170,1485,194)
body-paragraph: செங்குறிச்சி, திண்டுக்கல். (3) செ.வேல்சாமி, செலவலை, செங்குறிச்சி, திண்டுக்கல். xyxy=(785,109,1111,119)
branch-heading: வலசை கிளை xyxy=(1285,226,1349,238)
entry-separator: : xyxy=(1227,139,1231,150)
numbered-entry xyxy=(58,1059,395,1072)
entry-text: பி.குருபவராம், எஸ்.வகை, செங்குறிச்சி, திண்டுக்கல். xyxy=(870,1060,1081,1070)
entry-number: பாலம் – 259 xyxy=(58,109,109,119)
masthead xyxy=(45,42,1498,83)
